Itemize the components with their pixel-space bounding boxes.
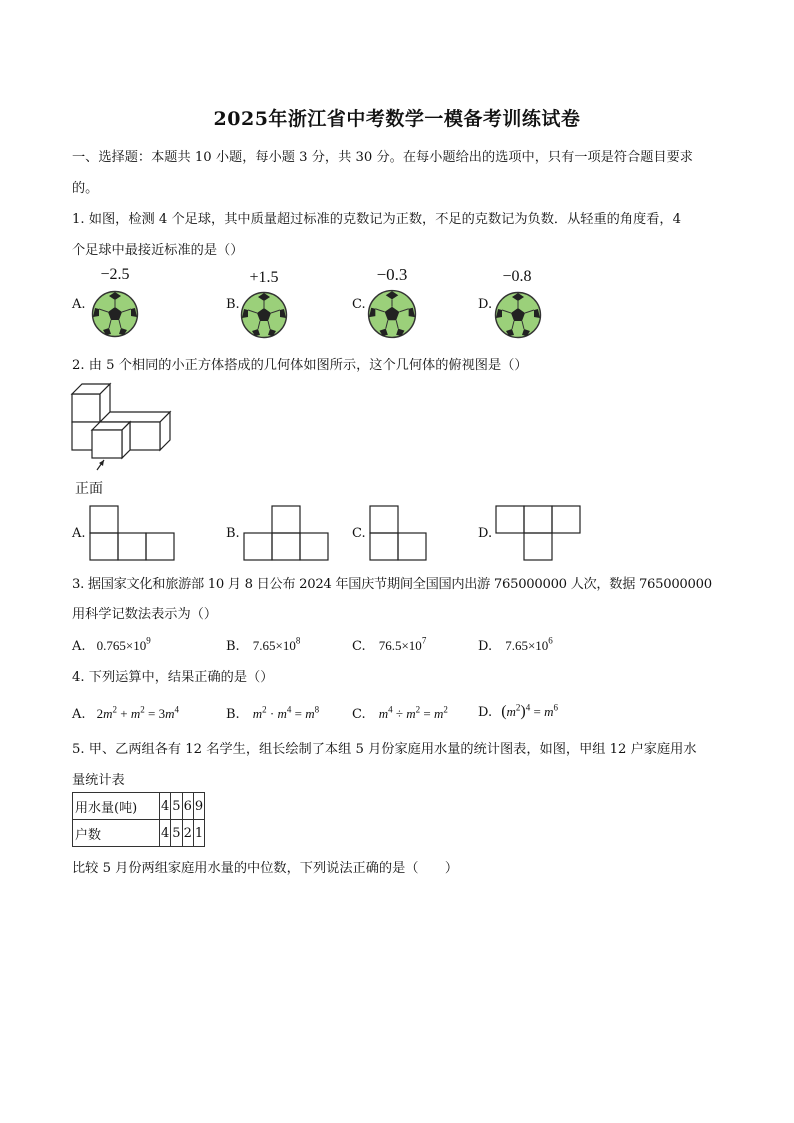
q3-option-a-label: A. bbox=[72, 639, 86, 654]
table-cell: 9 bbox=[193, 793, 204, 820]
table-row bbox=[73, 793, 205, 820]
q3-option-d-label: D. bbox=[478, 639, 493, 654]
q1-option-b-label: B. bbox=[226, 297, 240, 312]
table-header-usage: 用水量(吨) bbox=[73, 793, 160, 820]
table-header-households: 户数 bbox=[73, 820, 160, 847]
q3-option-d-base: 7.65×10 bbox=[505, 638, 549, 653]
cube-solid-figure bbox=[70, 380, 180, 472]
soccer-ball-icon bbox=[494, 291, 542, 339]
q4-option-c[interactable] bbox=[352, 703, 448, 722]
q2-option-d-label: D. bbox=[478, 526, 493, 541]
page-title: 2025年浙江省中考数学一模备考训练试卷 bbox=[213, 108, 581, 130]
section-instructions-line2: 的。 bbox=[72, 181, 99, 196]
q3-option-c[interactable] bbox=[352, 635, 426, 654]
q3-option-c-label: C. bbox=[352, 639, 366, 654]
table-cell: 5 bbox=[171, 820, 182, 847]
q1-option-b[interactable] bbox=[236, 269, 292, 349]
q4-option-c-label: C. bbox=[352, 707, 366, 722]
section-instructions-line1: 一、选择题：本题共 10 小题，每小题 3 分，共 30 分。在每小题给出的选项中，只有一项是符合题目要求 bbox=[72, 150, 693, 165]
q2-option-b-figure[interactable] bbox=[242, 504, 332, 562]
q3-option-a-exp: 9 bbox=[146, 635, 151, 646]
q2-option-a-figure[interactable] bbox=[88, 504, 178, 562]
soccer-ball-icon bbox=[91, 290, 139, 338]
q5-line2: 量统计表 bbox=[72, 773, 125, 788]
table-cell: 2 bbox=[182, 820, 193, 847]
q4-option-b-label: B. bbox=[226, 707, 240, 722]
q2-option-a-label: A. bbox=[72, 526, 86, 541]
q3-option-a[interactable] bbox=[72, 635, 151, 654]
q1-option-c-value: −0.3 bbox=[376, 265, 408, 284]
q4-option-a[interactable] bbox=[72, 703, 179, 722]
q3-option-a-base: 0.765×10 bbox=[96, 638, 147, 653]
soccer-ball-icon bbox=[240, 291, 288, 339]
q1-option-d-value: −0.8 bbox=[502, 268, 532, 285]
q1-line2: 个足球中最接近标准的是（） bbox=[72, 243, 244, 258]
q4-option-b-formula: $m^2 \cdot m^4 = m^8$ bbox=[252, 704, 320, 721]
q4-option-b[interactable] bbox=[226, 703, 319, 722]
q3-option-b-exp: 8 bbox=[295, 635, 301, 646]
q3-option-d[interactable] bbox=[478, 635, 553, 654]
table-row bbox=[73, 820, 205, 847]
q2-option-d-figure[interactable] bbox=[494, 504, 584, 562]
q5-line1: 5. 甲、乙两组各有 12 名学生，组长绘制了本组 5 月份家庭用水量的统计图表，如图，甲组 12 户家庭用水 bbox=[72, 742, 697, 757]
q5-question: 比较 5 月份两组家庭用水量的中位数，下列说法正确的是（ ） bbox=[72, 861, 459, 876]
q1-option-a[interactable] bbox=[87, 266, 143, 346]
q1-option-d[interactable] bbox=[489, 268, 545, 348]
q4-text: 4. 下列运算中，结果正确的是（） bbox=[72, 670, 274, 685]
q4-option-c-formula: $m^4 \div m^2 = m^2$ bbox=[378, 704, 448, 721]
q1-option-c-label: C. bbox=[352, 297, 366, 312]
q4-option-a-formula: $2m^2 + m^2 = 3m^4$ bbox=[96, 704, 179, 721]
water-usage-table bbox=[72, 792, 205, 847]
q4-option-d-label: D. bbox=[478, 705, 493, 720]
q1-option-d-label: D. bbox=[478, 297, 493, 312]
q1-option-a-label: A. bbox=[72, 297, 86, 312]
q3-option-d-exp: 6 bbox=[548, 635, 553, 646]
q2-option-c-figure[interactable] bbox=[368, 504, 430, 562]
front-view-label: 正面 bbox=[75, 481, 103, 497]
q1-option-b-value: +1.5 bbox=[249, 269, 279, 286]
q1-option-c[interactable] bbox=[364, 265, 420, 345]
q3-line1: 3. 据国家文化和旅游部 10 月 8 日公布 2024 年国庆节期间全国国内出游 765000000 人次，数据 765000000 bbox=[72, 577, 712, 592]
q3-option-b-label: B. bbox=[226, 639, 240, 654]
q4-option-d-formula: $(m^2)^4 = m^6$ bbox=[501, 702, 558, 720]
table-cell: 4 bbox=[160, 820, 171, 847]
table-cell: 6 bbox=[182, 793, 193, 820]
q1-line1: 1. 如图，检测 4 个足球，其中质量超过标准的克数记为正数，不足的克数记为负数．从轻重的角度看，4 bbox=[72, 212, 681, 227]
q3-option-b-base: 7.65×10 bbox=[252, 638, 296, 653]
soccer-ball-icon bbox=[367, 289, 417, 339]
q3-option-c-base: 76.5×10 bbox=[378, 638, 422, 653]
q2-option-c-label: C. bbox=[352, 526, 366, 541]
table-cell: 1 bbox=[193, 820, 204, 847]
table-cell: 5 bbox=[171, 793, 182, 820]
q3-option-b[interactable] bbox=[226, 635, 300, 654]
q3-option-c-exp: 7 bbox=[421, 635, 427, 646]
q2-option-b-label: B. bbox=[226, 526, 240, 541]
q3-line2: 用科学记数法表示为（） bbox=[72, 607, 218, 622]
q1-option-a-value: −2.5 bbox=[100, 266, 130, 283]
q2-text: 2. 由 5 个相同的小正方体搭成的几何体如图所示，这个几何体的俯视图是（） bbox=[72, 358, 528, 373]
q4-option-a-label: A. bbox=[72, 707, 86, 722]
q4-option-d[interactable] bbox=[478, 701, 558, 721]
table-cell: 4 bbox=[160, 793, 171, 820]
